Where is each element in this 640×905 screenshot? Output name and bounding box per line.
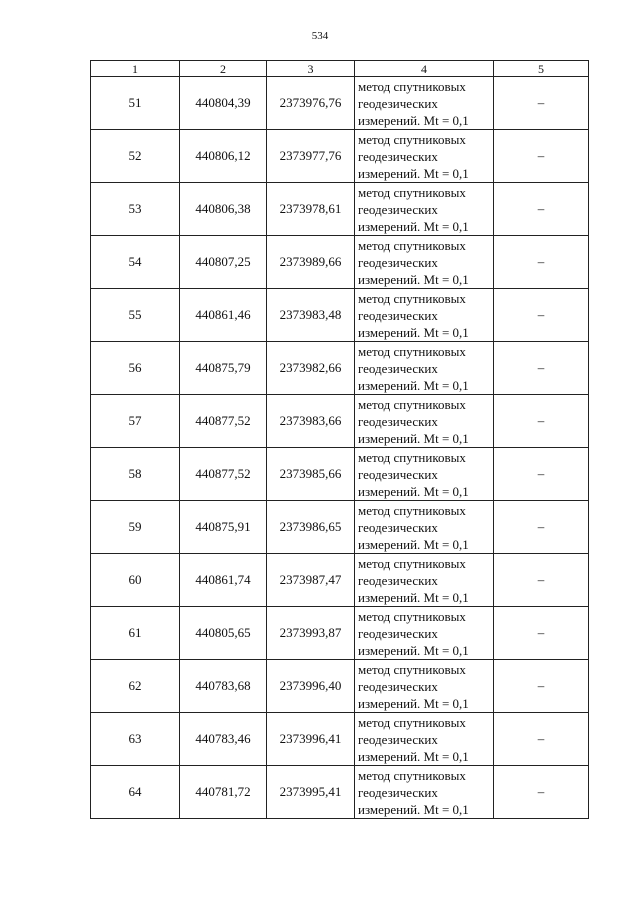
table-row: [91, 448, 589, 501]
method-line: измерений. Mt = 0,1: [358, 377, 469, 393]
method-cell: [355, 395, 494, 448]
method-cell: [355, 77, 494, 130]
note-cell: –: [494, 395, 589, 448]
x-coordinate-cell: 440783,46: [180, 713, 267, 766]
note-cell: –: [494, 501, 589, 554]
y-coordinate-cell: 2373982,66: [267, 342, 355, 395]
method-line: измерений. Mt = 0,1: [358, 748, 469, 764]
method-line: измерений. Mt = 0,1: [358, 589, 469, 605]
note-cell: –: [494, 183, 589, 236]
y-coordinate-cell: 2373983,48: [267, 289, 355, 342]
method-cell: [355, 236, 494, 289]
x-coordinate-cell: 440861,46: [180, 289, 267, 342]
method-line: метод спутниковых: [358, 661, 466, 677]
point-number-cell: 54: [91, 236, 180, 289]
method-line: геодезических: [358, 307, 438, 323]
x-coordinate-cell: 440806,12: [180, 130, 267, 183]
x-coordinate-cell: 440806,38: [180, 183, 267, 236]
point-number-cell: 53: [91, 183, 180, 236]
method-line: метод спутниковых: [358, 767, 466, 783]
method-cell: [355, 183, 494, 236]
method-line: метод спутниковых: [358, 343, 466, 359]
method-line: измерений. Mt = 0,1: [358, 271, 469, 287]
note-cell: –: [494, 448, 589, 501]
method-line: геодезических: [358, 95, 438, 111]
method-line: метод спутниковых: [358, 502, 466, 518]
y-coordinate-cell: 2373986,65: [267, 501, 355, 554]
method-line: геодезических: [358, 784, 438, 800]
note-cell: –: [494, 130, 589, 183]
method-cell: [355, 713, 494, 766]
method-line: измерений. Mt = 0,1: [358, 218, 469, 234]
method-line: метод спутниковых: [358, 608, 466, 624]
method-cell: [355, 130, 494, 183]
method-line: геодезических: [358, 731, 438, 747]
method-cell: [355, 289, 494, 342]
x-coordinate-cell: 440807,25: [180, 236, 267, 289]
y-coordinate-cell: 2373987,47: [267, 554, 355, 607]
point-number-cell: 62: [91, 660, 180, 713]
method-line: метод спутниковых: [358, 396, 466, 412]
y-coordinate-cell: 2373983,66: [267, 395, 355, 448]
y-coordinate-cell: 2373977,76: [267, 130, 355, 183]
page-number: 534: [311, 30, 329, 42]
method-line: метод спутниковых: [358, 78, 466, 94]
method-line: измерений. Mt = 0,1: [358, 801, 469, 817]
method-line: измерений. Mt = 0,1: [358, 483, 469, 499]
point-number-cell: 59: [91, 501, 180, 554]
method-cell: [355, 342, 494, 395]
table-row: [91, 77, 589, 130]
method-line: метод спутниковых: [358, 184, 466, 200]
table-row: [91, 289, 589, 342]
method-line: измерений. Mt = 0,1: [358, 642, 469, 658]
point-number-cell: 61: [91, 607, 180, 660]
method-line: геодезических: [358, 148, 438, 164]
x-coordinate-cell: 440781,72: [180, 766, 267, 819]
method-line: измерений. Mt = 0,1: [358, 165, 469, 181]
x-coordinate-cell: 440805,65: [180, 607, 267, 660]
point-number-cell: 57: [91, 395, 180, 448]
method-line: измерений. Mt = 0,1: [358, 695, 469, 711]
note-cell: –: [494, 713, 589, 766]
x-coordinate-cell: 440804,39: [180, 77, 267, 130]
note-cell: –: [494, 607, 589, 660]
table-row: [91, 607, 589, 660]
point-number-cell: 60: [91, 554, 180, 607]
table-row: [91, 766, 589, 819]
method-line: метод спутниковых: [358, 449, 466, 465]
method-cell: [355, 766, 494, 819]
y-coordinate-cell: 2373978,61: [267, 183, 355, 236]
point-number-cell: 58: [91, 448, 180, 501]
method-line: геодезических: [358, 678, 438, 694]
method-line: метод спутниковых: [358, 714, 466, 730]
method-cell: [355, 501, 494, 554]
note-cell: –: [494, 554, 589, 607]
note-cell: –: [494, 660, 589, 713]
method-line: геодезических: [358, 466, 438, 482]
note-cell: –: [494, 766, 589, 819]
point-number-cell: 51: [91, 77, 180, 130]
method-cell: [355, 554, 494, 607]
method-line: геодезических: [358, 625, 438, 641]
x-coordinate-cell: 440875,79: [180, 342, 267, 395]
method-line: измерений. Mt = 0,1: [358, 536, 469, 552]
column-header: 3: [267, 61, 355, 77]
table-row: [91, 554, 589, 607]
method-line: метод спутниковых: [358, 237, 466, 253]
y-coordinate-cell: 2373995,41: [267, 766, 355, 819]
table-row: [91, 501, 589, 554]
x-coordinate-cell: 440877,52: [180, 395, 267, 448]
method-line: геодезических: [358, 360, 438, 376]
column-header: 1: [91, 61, 180, 77]
y-coordinate-cell: 2373976,76: [267, 77, 355, 130]
table-row: [91, 395, 589, 448]
note-cell: –: [494, 236, 589, 289]
table-row: [91, 130, 589, 183]
column-header: 2: [180, 61, 267, 77]
table-row: [91, 342, 589, 395]
point-number-cell: 56: [91, 342, 180, 395]
y-coordinate-cell: 2373996,41: [267, 713, 355, 766]
table-row: [91, 713, 589, 766]
x-coordinate-cell: 440877,52: [180, 448, 267, 501]
point-number-cell: 55: [91, 289, 180, 342]
method-line: измерений. Mt = 0,1: [358, 430, 469, 446]
column-header: 4: [355, 61, 494, 77]
method-line: геодезических: [358, 254, 438, 270]
x-coordinate-cell: 440861,74: [180, 554, 267, 607]
column-header: 5: [494, 61, 589, 77]
x-coordinate-cell: 440875,91: [180, 501, 267, 554]
y-coordinate-cell: 2373989,66: [267, 236, 355, 289]
table-row: [91, 236, 589, 289]
method-line: геодезических: [358, 572, 438, 588]
point-number-cell: 64: [91, 766, 180, 819]
y-coordinate-cell: 2373996,40: [267, 660, 355, 713]
method-line: метод спутниковых: [358, 290, 466, 306]
method-cell: [355, 660, 494, 713]
note-cell: –: [494, 77, 589, 130]
note-cell: –: [494, 289, 589, 342]
note-cell: –: [494, 342, 589, 395]
y-coordinate-cell: 2373993,87: [267, 607, 355, 660]
y-coordinate-cell: 2373985,66: [267, 448, 355, 501]
x-coordinate-cell: 440783,68: [180, 660, 267, 713]
method-line: геодезических: [358, 519, 438, 535]
method-cell: [355, 448, 494, 501]
coordinates-table: [90, 60, 589, 819]
table-row: [91, 183, 589, 236]
point-number-cell: 52: [91, 130, 180, 183]
method-line: метод спутниковых: [358, 555, 466, 571]
table-row: [91, 660, 589, 713]
point-number-cell: 63: [91, 713, 180, 766]
method-cell: [355, 607, 494, 660]
method-line: измерений. Mt = 0,1: [358, 112, 469, 128]
method-line: геодезических: [358, 201, 438, 217]
method-line: метод спутниковых: [358, 131, 466, 147]
method-line: геодезических: [358, 413, 438, 429]
method-line: измерений. Mt = 0,1: [358, 324, 469, 340]
table-header-row: [91, 61, 589, 77]
